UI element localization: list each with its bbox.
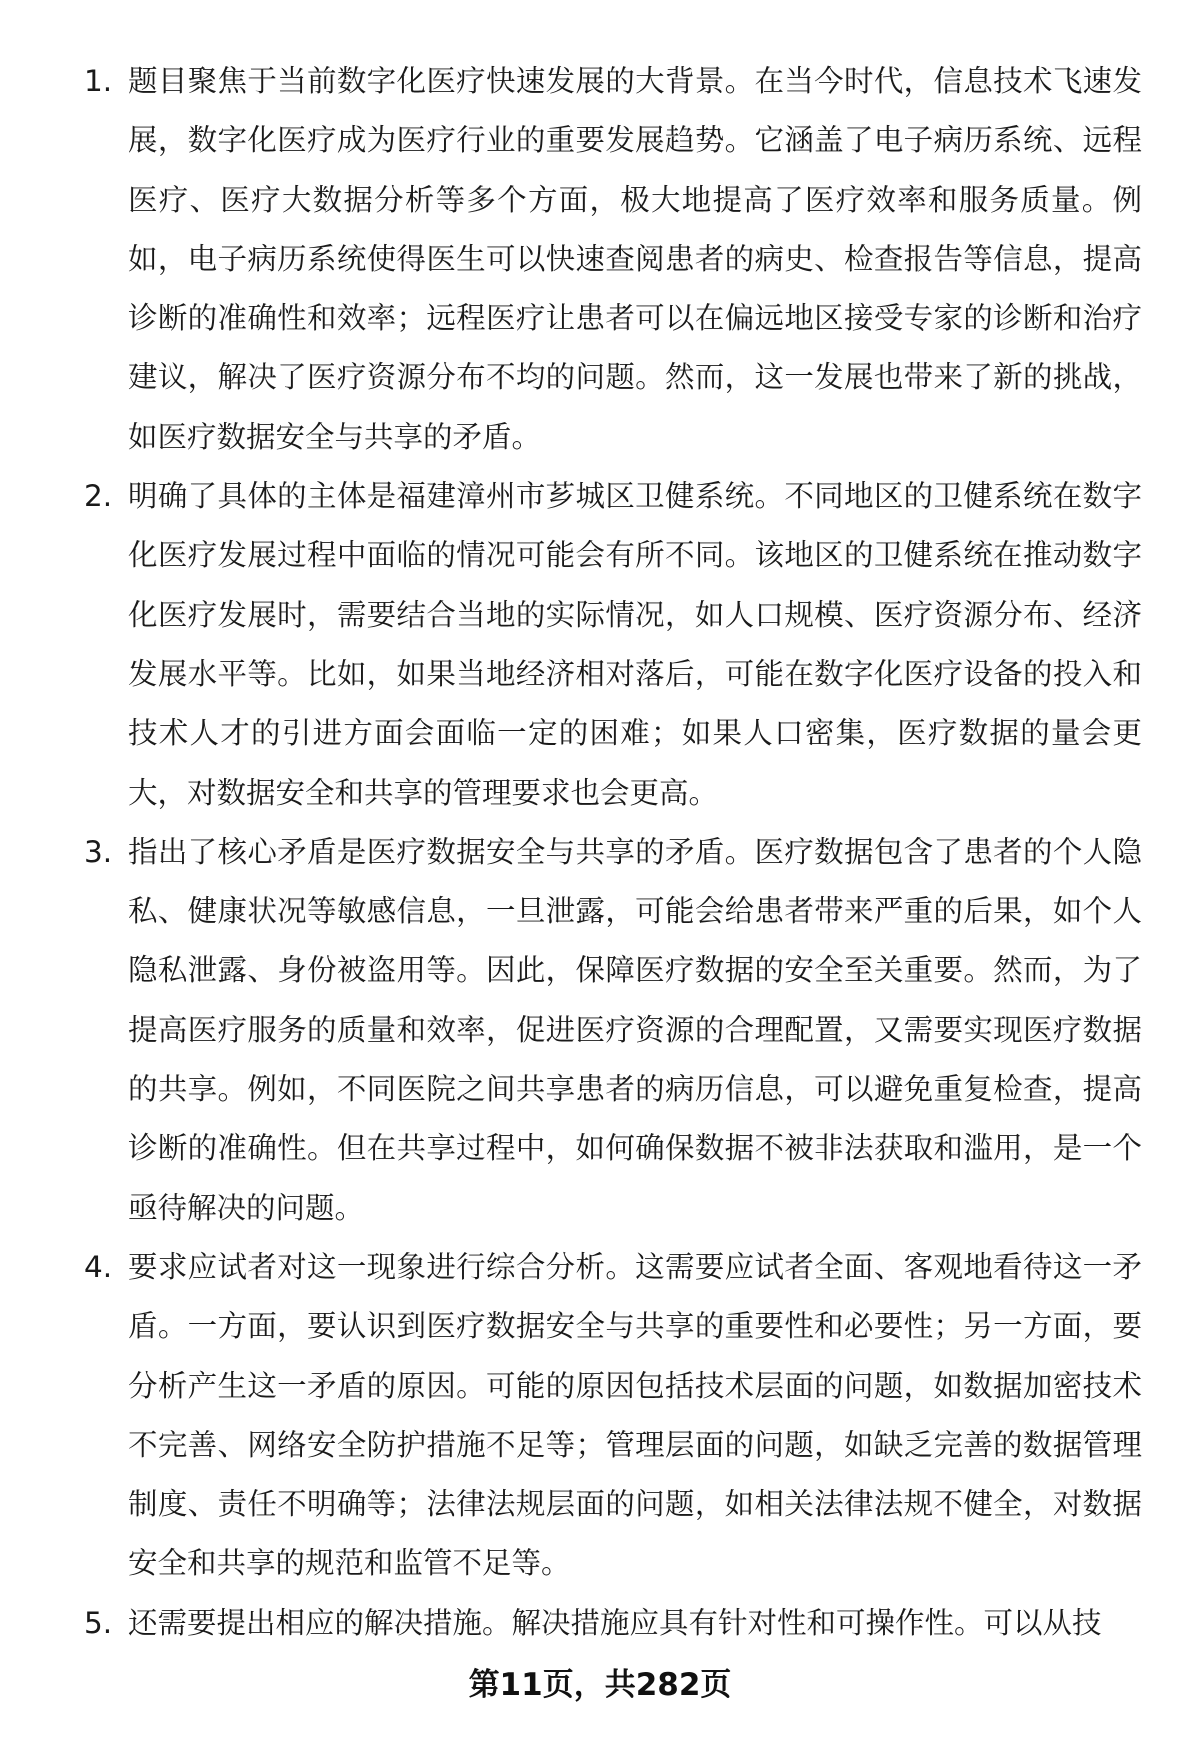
list-item-number: 4.	[84, 1249, 113, 1284]
list-item	[0, 1594, 1200, 1653]
list-item-text: 还需要提出相应的解决措施。解决措施应具有针对性和可操作性。可以从技	[128, 1605, 1102, 1640]
list-item	[0, 52, 1200, 467]
list-item-text: 要求应试者对这一现象进行综合分析。这需要应试者全面、客观地看待这一矛盾。一方面，要认识到医疗数据安全与共享的重要性和必要性；另一方面，要分析产生这一矛盾的原因。可能的原因包括技术层面的问题，如数据加密技术不完善、网络安全防护措施不足等；管理层面的问题，如缺乏完善的数据管理制度、责任不明确等；法律法规层面的问题，如相关法律法规不健全，对数据安全和共享的规范和监管不足等。	[128, 1249, 1142, 1581]
numbered-list	[0, 52, 1200, 1653]
list-item-text: 明确了具体的主体是福建漳州市芗城区卫健系统。不同地区的卫健系统在数字化医疗发展过程中面临的情况可能会有所不同。该地区的卫健系统在推动数字化医疗发展时，需要结合当地的实际情况，如人口规模、医疗资源分布、经济发展水平等。比如，如果当地经济相对落后，可能在数字化医疗设备的投入和技术人才的引进方面会面临一定的困难；如果人口密集，医疗数据的量会更大，对数据安全和共享的管理要求也会更高。	[128, 479, 1142, 810]
list-item-text: 指出了核心矛盾是医疗数据安全与共享的矛盾。医疗数据包含了患者的个人隐私、健康状况等敏感信息，一旦泄露，可能会给患者带来严重的后果，如个人隐私泄露、身份被盗用等。因此，保障医疗数据的安全至关重要。然而，为了提高医疗服务的质量和效率，促进医疗资源的合理配置，又需要实现医疗数据的共享。例如，不同医院之间共享患者的病历信息，可以避免重复检查，提高诊断的准确性。但在共享过程中，如何确保数据不被非法获取和滥用，是一个亟待解决的问题。	[128, 834, 1142, 1225]
list-item	[0, 467, 1200, 823]
list-item-number: 2.	[84, 479, 113, 514]
list-item	[0, 823, 1200, 1238]
list-item-text: 题目聚焦于当前数字化医疗快速发展的大背景。在当今时代，信息技术飞速发展，数字化医疗成为医疗行业的重要发展趋势。它涵盖了电子病历系统、远程医疗、医疗大数据分析等多个方面，极大地提高了医疗效率和服务质量。例如，电子病历系统使得医生可以快速查阅患者的病史、检查报告等信息，提高诊断的准确性和效率；远程医疗让患者可以在偏远地区接受专家的诊断和治疗建议，解决了医疗资源分布不均的问题。然而，这一发展也带来了新的挑战，如医疗数据安全与共享的矛盾。	[128, 64, 1142, 454]
list-item-number: 5.	[84, 1605, 113, 1640]
list-item	[0, 1238, 1200, 1594]
list-item-number: 3.	[84, 834, 113, 869]
page-number-footer: 第11页，共282页	[468, 1667, 732, 1703]
list-item-number: 1.	[84, 64, 113, 98]
